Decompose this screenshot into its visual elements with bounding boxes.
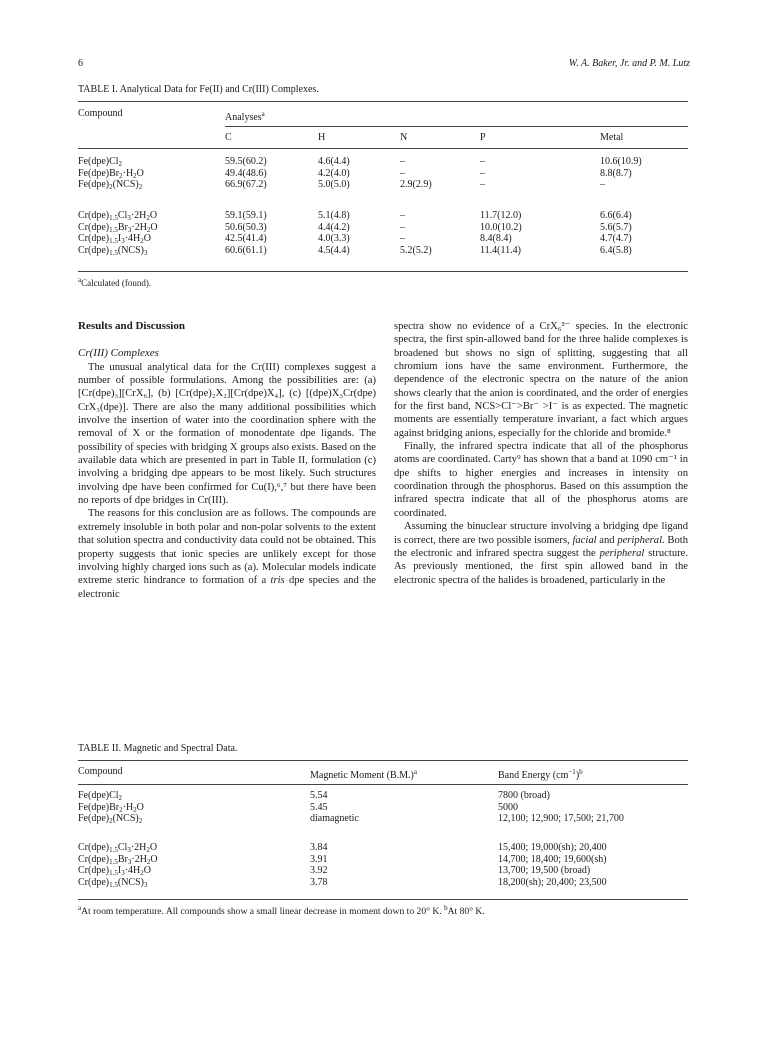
table1-cell-p: – — [480, 156, 485, 167]
table1-subcol-n: N — [400, 132, 408, 143]
table1-analyses-rule — [225, 126, 688, 127]
table2-cell-band: 18,200(sh); 20,400; 23,500 — [498, 876, 607, 888]
table1-cell-p: 11.7(12.0) — [480, 210, 522, 221]
page-number: 6 — [78, 58, 83, 69]
table2-cell-moment: 3.84 — [310, 842, 328, 853]
table1-cell-c: 59.1(59.1) — [225, 210, 267, 221]
table1-compound — [78, 245, 147, 259]
compound-formula: $Cr(dpe)_{1.5}(NCS)_3$ — [78, 876, 148, 889]
table2-compound — [78, 813, 142, 827]
table1-header-rule — [78, 148, 688, 149]
compound-formula: $Fe(dpe)Br_2\cdot H_2O$ — [78, 167, 144, 180]
table1-cell-metal: – — [600, 179, 605, 191]
table1-col-compound: Compound — [78, 108, 123, 119]
table2-col-band: Band Energy $(cm^{-1})^b$ — [498, 768, 583, 781]
compound-formula: $Cr(dpe)_{1.5}I_3\cdot 4H_2O$ — [78, 865, 151, 878]
table1-cell-n: – — [400, 210, 405, 221]
table2-cell-band: 15,400; 19,000(sh); 20,400 — [498, 842, 607, 853]
table1-cell-n: – — [400, 156, 405, 167]
table2-bottom-rule — [78, 899, 688, 900]
compound-formula: $Cr(dpe)_{1.5}Cl_3\cdot 2H_2O$ — [78, 210, 158, 222]
table1-cell-metal: 8.8(8.7) — [600, 167, 632, 179]
table1-cell-h: 4.2(4.0) — [318, 167, 350, 179]
table1-cell-metal: 10.6(10.9) — [600, 156, 642, 167]
right-paragraph-1: spectra show no evidence of a CrX₆³⁻ species. In the electronic spectra, the first spin-allowed band for the three halide complexes is broadened but shows no sign of splitting, suggesting that all chromium ions have the same environment. Furthermore, the dependence of the electronic spectra on the nature of the anion shows clearly that the anion is coordinated, and the order of energies for the first band, NCS>Cl⁻>Br⁻ >I⁻ is as expected. The magnetic moments are essentially temperature invariant, a fact which argues against bridging anions, especially for the chloride and bromide.⁸ — [394, 321, 688, 439]
compound-formula: $Cr(dpe)_{1.5}Cl_3\cdot 2H_2O$ — [78, 842, 158, 854]
table1-cell-p: – — [480, 167, 485, 179]
table1-cell-h: 4.0(3.3) — [318, 233, 350, 245]
table1-cell-n: 5.2(5.2) — [400, 244, 432, 256]
table2-cell-moment: diamagnetic — [310, 813, 359, 825]
compound-formula: $Fe(dpe)Cl_2$ — [78, 790, 123, 802]
table1-cell-h: 5.1(4.8) — [318, 210, 350, 221]
table1-cell-p: 10.0(10.2) — [480, 221, 522, 233]
table2-cell-moment: 3.92 — [310, 865, 328, 877]
compound-formula: $Fe(dpe)_2(NCS)_2$ — [78, 179, 143, 192]
table1-cell-c: 50.6(50.3) — [225, 221, 267, 233]
table1-cell-metal: 5.6(5.7) — [600, 221, 632, 233]
left-column — [78, 320, 376, 601]
table1-cell-h: 5.0(5.0) — [318, 179, 350, 191]
left-paragraph-2: The reasons for this conclusion are as follows. The compounds are extremely insoluble in both polar and non-polar solvents to the extent that solution spectra and conductivity data could not be obtained. This property suggests that ionic species are unlikely except for those involving highly charged ions such as (a). Molecular models indicate extreme steric hindrance to formation of a tris dpe species and the electronic — [78, 508, 376, 600]
right-column — [394, 320, 688, 587]
table1-cell-h: 4.5(4.4) — [318, 244, 350, 256]
table1-cell-metal: 6.4(5.8) — [600, 244, 632, 256]
table1-cell-n: – — [400, 233, 405, 245]
compound-formula: $Fe(dpe)Cl_2$ — [78, 156, 123, 168]
table1-cell-p: 8.4(8.4) — [480, 233, 512, 245]
compound-formula: $Cr(dpe)_{1.5}Br_3\cdot 2H_2O$ — [78, 221, 158, 234]
compound-formula: $Cr(dpe)_{1.5}I_3\cdot 4H_2O$ — [78, 233, 151, 246]
table1-cell-metal: 6.6(6.4) — [600, 210, 632, 221]
compound-formula: $Cr(dpe)_{1.5}(NCS)_3$ — [78, 244, 148, 257]
table2-col-moment: Magnetic Moment $(B.M.)^a$ — [310, 768, 417, 781]
left-paragraph-1: The unusual analytical data for the Cr(III) complexes suggest a number of possible formulations. Among the possibilities are: (a) [Cr(dpe)₃][CrX₆], (b) [Cr(dpe)₂X₂][Cr(dpe)X₄], (c) [(dpe)X₃Cr(dpe) CrX₃(dpe)]. There are also the many additional possibilities which involve the insertion of water into the coordination sphere with the removal of X or the formation of monodentate dpe ligands. The possibility of species with bridging X groups also exists. Based on the available data which are presented in part in Table II, formulation (c) involving a bridging dpe appears to be most likely. Such structures involving dpe have been confirmed for Cu(I),⁶,⁷ but there have been no reports of dpe bridges in Cr(III). — [78, 361, 376, 507]
table1-cell-h: 4.6(4.4) — [318, 156, 350, 167]
table1-col-analyses: Analyses$^a$ — [225, 110, 265, 123]
table1-cell-n: – — [400, 221, 405, 233]
table2-caption: TABLE II. Magnetic and Spectral Data. — [78, 743, 238, 754]
table2-cell-moment: 5.54 — [310, 790, 328, 801]
table1-subcol-metal: Metal — [600, 132, 624, 143]
table1-cell-c: 42.5(41.4) — [225, 233, 267, 245]
table1-cell-h: 4.4(4.2) — [318, 221, 350, 233]
table1-cell-c: 60.6(61.1) — [225, 244, 267, 256]
subsection-heading: Cr(III) Complexes — [78, 347, 159, 360]
compound-formula: $Fe(dpe)Br_2\cdot H_2O$ — [78, 801, 144, 814]
table1-cell-p: – — [480, 179, 485, 191]
table1-footnote: $^a$Calculated (found). — [78, 276, 152, 288]
table2-footnote: $^a$At room temperature. All compounds show a small linear decrease in moment down to 20° K. $^b$At 80° K. — [78, 904, 485, 917]
table1-cell-c: 49.4(48.6) — [225, 167, 267, 179]
table1-bottom-rule — [78, 271, 688, 272]
compound-formula: $Cr(dpe)_{1.5}Br_3\cdot 2H_2O$ — [78, 853, 158, 866]
table2-cell-moment: 3.78 — [310, 876, 328, 888]
running-head: W. A. Baker, Jr. and P. M. Lutz — [568, 58, 690, 69]
compound-formula: $Fe(dpe)_2(NCS)_2$ — [78, 813, 143, 826]
table2-cell-band: 7800 (broad) — [498, 790, 550, 801]
table1-caption: TABLE I. Analytical Data for Fe(II) and Cr(III) Complexes. — [78, 84, 319, 95]
table1-cell-metal: 4.7(4.7) — [600, 233, 632, 245]
table2-cell-band: 14,700; 18,400; 19,600(sh) — [498, 853, 607, 865]
table2-cell-band: 13,700; 19,500 (broad) — [498, 865, 591, 877]
table1-subcol-p: P — [480, 132, 486, 143]
table1-cell-p: 11.4(11.4) — [480, 244, 521, 256]
table2-top-rule — [78, 760, 688, 761]
table1-cell-n: – — [400, 167, 405, 179]
table1-cell-n: 2.9(2.9) — [400, 179, 432, 191]
table1-top-rule — [78, 101, 688, 102]
table2-cell-moment: 5.45 — [310, 801, 328, 813]
table2-cell-moment: 3.91 — [310, 853, 328, 865]
table2-compound — [78, 877, 147, 891]
table2-col-compound: Compound — [78, 766, 123, 777]
section-heading: Results and Discussion — [78, 320, 185, 332]
table1-subcol-h: H — [318, 132, 326, 143]
right-paragraph-3: Assuming the binuclear structure involving a bridging dpe ligand is correct, there are two possible isomers, facial and peripheral. Both the electronic and infrared spectra suggest the peripheral structure. As previously mentioned, the first spin allowed band in the electronic spectra of the halides is broadened, particularly in the — [394, 521, 689, 586]
table2-header-rule — [78, 784, 688, 785]
table1-compound — [78, 179, 142, 193]
right-paragraph-2: Finally, the infrared spectra indicate that all of the phosphorus atoms are coordinated. Carty⁹ has shown that a band at 1090 cm⁻¹ in dpe shifts to higher energies and increases in intensity on coordination through the phosphorus. Based on this assumption the infrared spectra indicate that all of the phosphorus atoms are coordinated. — [394, 441, 688, 519]
table1-cell-c: 66.9(67.2) — [225, 179, 267, 191]
table1-subcol-c: C — [225, 132, 232, 143]
table1-cell-c: 59.5(60.2) — [225, 156, 267, 167]
table2-cell-band: 5000 — [498, 801, 518, 813]
table2-cell-band: 12,100; 12,900; 17,500; 21,700 — [498, 813, 624, 825]
